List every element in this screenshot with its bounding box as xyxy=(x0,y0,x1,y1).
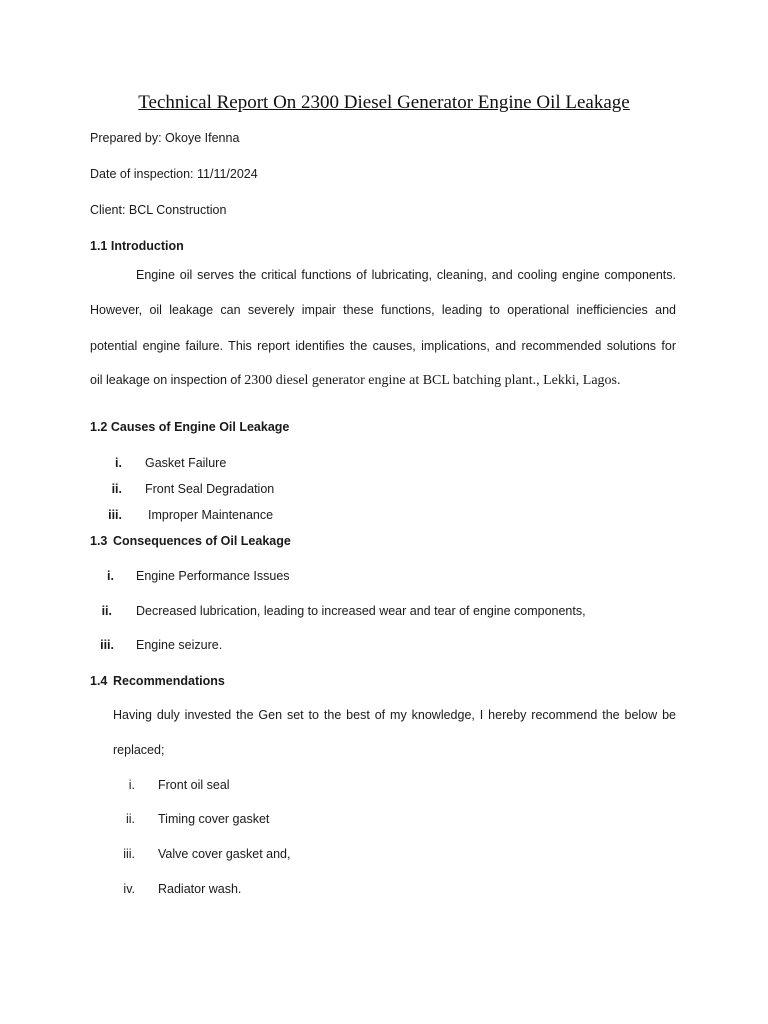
consequences-num-1: i. xyxy=(107,569,114,583)
recommendations-item-3: Valve cover gasket and, xyxy=(158,847,291,861)
causes-item-2: Front Seal Degradation xyxy=(145,482,275,496)
consequences-num-2: ii. xyxy=(101,604,112,618)
causes-item-1: Gasket Failure xyxy=(145,456,227,470)
causes-num-1: i. xyxy=(115,456,122,470)
recommendations-heading: Recommendations xyxy=(113,674,225,688)
recommendations-heading-number: 1.4 xyxy=(90,674,108,688)
consequences-item-3: Engine seizure. xyxy=(136,638,223,652)
consequences-item-2: Decreased lubrication, leading to increased wear and tear of engine components, xyxy=(136,604,586,618)
intro-line-1: Engine oil serves the critical functions of lubricating, cleaning, and cooling engine components. xyxy=(136,268,676,282)
consequences-heading-number: 1.3 xyxy=(90,534,108,548)
consequences-heading: Consequences of Oil Leakage xyxy=(113,534,291,548)
intro-line-3: potential engine failure. This report identifies the causes, implications, and recommended solutions for xyxy=(90,339,676,353)
intro-line-4 xyxy=(90,373,621,389)
consequences-item-1: Engine Performance Issues xyxy=(136,569,290,583)
page-title: Technical Report On 2300 Diesel Generator Engine Oil Leakage xyxy=(138,92,630,113)
recommendations-item-4: Radiator wash. xyxy=(158,882,242,896)
recommendations-num-4: iv. xyxy=(123,882,135,896)
prepared-by: Prepared by: Okoye Ifenna xyxy=(90,131,240,145)
client: Client: BCL Construction xyxy=(90,203,227,217)
intro-line-2: However, oil leakage can severely impair these functions, leading to operational inefficiencies and xyxy=(90,303,676,317)
intro-heading: 1.1 Introduction xyxy=(90,239,184,253)
causes-num-2: ii. xyxy=(111,482,122,496)
recommendations-line-1: Having duly invested the Gen set to the best of my knowledge, I hereby recommend the below be xyxy=(113,708,676,722)
consequences-num-3: iii. xyxy=(100,638,114,652)
recommendations-line-2: replaced; xyxy=(113,743,165,757)
inspection-date: Date of inspection: 11/11/2024 xyxy=(90,167,258,181)
recommendations-num-3: iii. xyxy=(123,847,135,861)
causes-item-3: Improper Maintenance xyxy=(148,508,274,522)
recommendations-item-2: Timing cover gasket xyxy=(158,812,270,826)
intro-line-4-end: 2300 diesel generator engine at BCL batching plant., Lekki, Lagos. xyxy=(244,373,621,388)
recommendations-item-1: Front oil seal xyxy=(158,778,230,792)
causes-heading: 1.2 Causes of Engine Oil Leakage xyxy=(90,420,290,434)
recommendations-num-2: ii. xyxy=(125,812,135,826)
causes-num-3: iii. xyxy=(108,508,122,522)
recommendations-num-1: i. xyxy=(128,778,135,792)
intro-line-4-start: oil leakage on inspection of xyxy=(90,373,245,387)
